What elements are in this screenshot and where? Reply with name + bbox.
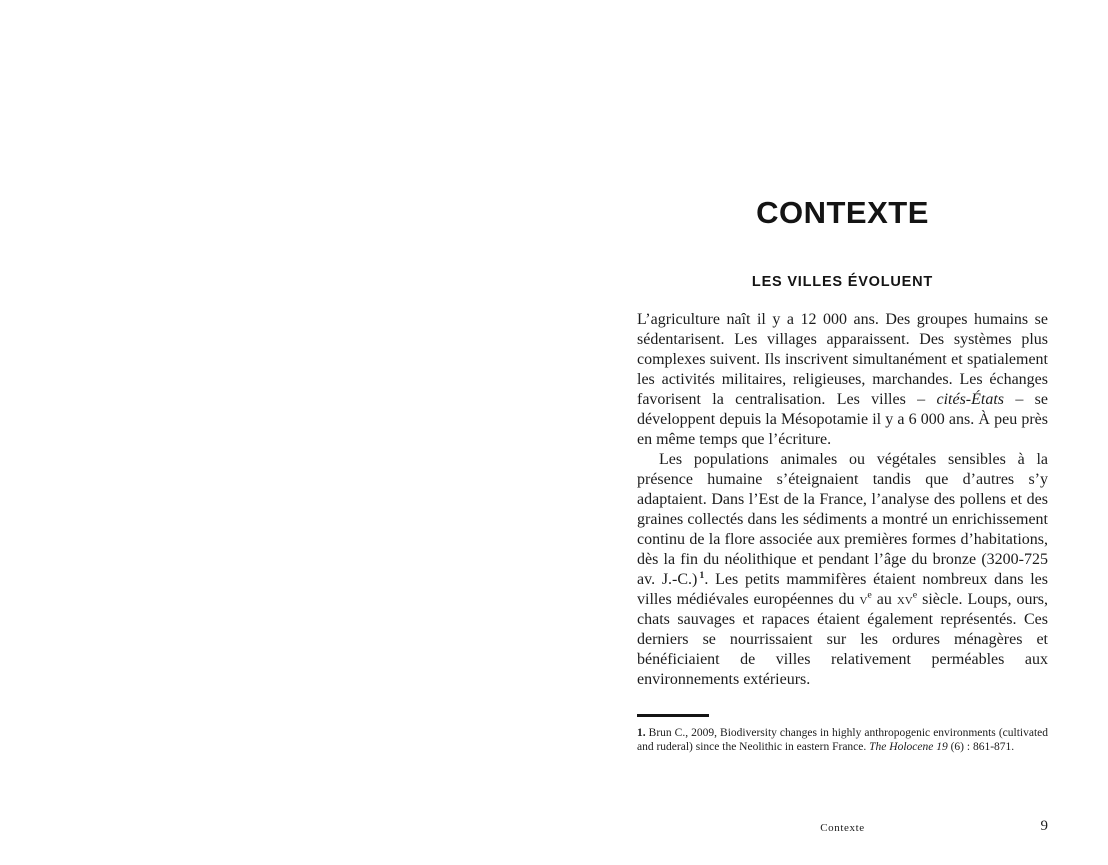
running-footer-title: Contexte (820, 822, 865, 834)
paragraph-2-text-end: siècle. Loups, ours, chats sauvages et rapaces étaient également représentés. Ces derniers se nourrissaient sur les ordures ménagères et bénéficiaient de villes relativement perméables aux environnements extérieurs. (637, 591, 1049, 688)
paragraph-2-text-cont2: au (871, 591, 897, 608)
footnote-text-end: (6) : 861-871. (947, 741, 1015, 753)
paragraph-2-text-cont: . Les petits mammifères étaient nombreux dans les villes médiévales européennes du (637, 571, 1048, 608)
paragraph-2 (637, 450, 1048, 690)
section-heading: LES VILLES ÉVOLUENT (751, 274, 934, 290)
page-number: 9 (1040, 818, 1048, 834)
roman-numeral-xv: xv (896, 591, 913, 608)
footnote-text: Brun C., 2009, Biodiversity changes in highly anthropogenic environments (cultivated and ruderal) since the Neolithic in eastern France. (637, 727, 1048, 753)
roman-numeral-v: v (859, 591, 868, 608)
footnote (637, 726, 1048, 754)
text-column (637, 196, 1048, 754)
paragraph-1-text-cont: – se développent depuis la Mésopotamie il y a 6 000 ans. À peu près en même temps que l’écriture. (637, 391, 1049, 448)
ordinal-superscript: e (867, 589, 872, 601)
paragraph-1-text: L’agriculture naît il y a 12 000 ans. Des groupes humains se sédentarisent. Les villages apparaissent. Des systèmes plus complexes suivent. Ils inscrivent simultanément et spatialement les activités militaires, religieuses, marchandes. Les échanges favorisent la centralisation. Les villes – (637, 311, 1048, 408)
footnote-number: 1. (637, 727, 646, 739)
paragraph-2-text: Les populations animales ou végétales sensibles à la présence humaine s’éteignaient tandis que d’autres s’y adaptaient. Dans l’Est de la France, l’analyse des pollens et des graines collectés dans les sédiments a montré un enrichissement continu de la flore associée aux premières formes d’habitations, dès la fin du néolithique et pendant l’âge du bronze (3200-725 av. J.-C.) (637, 451, 1048, 588)
footnote-reference: 1 (699, 569, 705, 581)
footnote-block (637, 714, 1048, 754)
footnote-journal-italic: The Holocene 19 (869, 741, 948, 753)
page-title: CONTEXTE (756, 195, 929, 230)
page-footer (637, 818, 1048, 838)
ordinal-superscript2: e (912, 589, 918, 601)
paragraph-1-italic: cités-États (936, 391, 1005, 408)
footnote-divider (637, 714, 709, 717)
paragraph-1 (637, 310, 1048, 450)
